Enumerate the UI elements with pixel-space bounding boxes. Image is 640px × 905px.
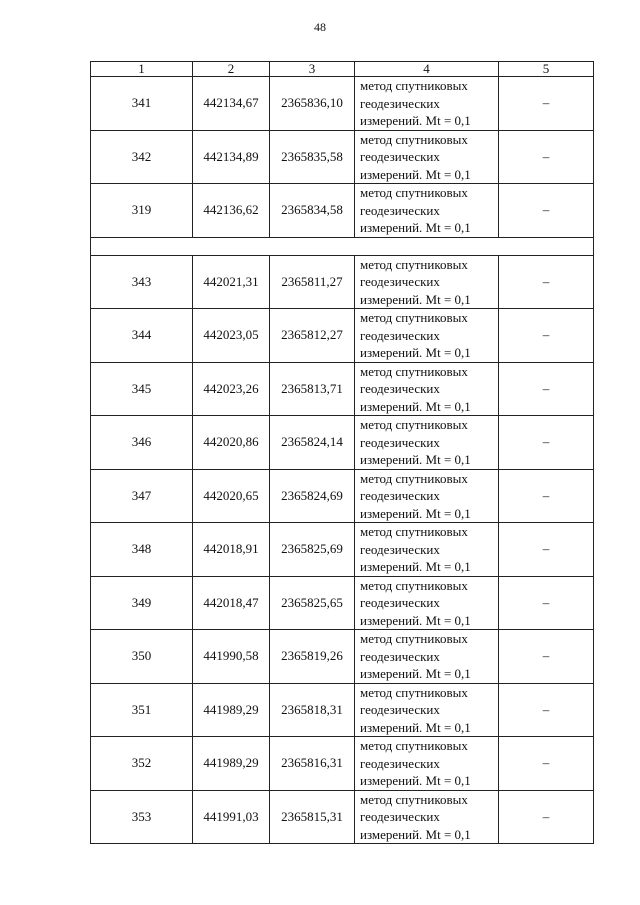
method-line: геодезических (360, 541, 440, 557)
method-line: геодезических (360, 149, 440, 164)
method-line: метод спутниковых (360, 470, 468, 486)
method-cell (355, 130, 499, 184)
y-coordinate-cell: 2365815,31 (270, 790, 355, 844)
method-line: измерений. Mt = 0,1 (360, 220, 471, 235)
y-coordinate-cell: 2365824,69 (270, 469, 355, 523)
method-line: геодезических (360, 95, 440, 111)
y-coordinate-cell: 2365812,27 (270, 309, 355, 363)
point-number-cell: 347 (91, 469, 193, 523)
method-line: измерений. Mt = 0,1 (360, 398, 471, 414)
x-coordinate-cell: 442018,91 (193, 523, 270, 577)
method-cell (355, 790, 499, 844)
method-line: геодезических (360, 327, 440, 343)
point-number-cell: 351 (91, 683, 193, 737)
table-row (91, 130, 594, 184)
table-row (91, 416, 594, 470)
method-line: геодезических (360, 702, 440, 717)
column-header: 4 (355, 62, 499, 77)
method-cell (355, 362, 499, 416)
method-line: метод спутниковых (360, 524, 468, 539)
method-line: измерений. Mt = 0,1 (360, 666, 471, 681)
table-row (91, 77, 594, 131)
coordinates-table-body (91, 62, 594, 844)
note-cell: – (499, 469, 594, 523)
note-cell: – (499, 683, 594, 737)
x-coordinate-cell: 442136,62 (193, 184, 270, 238)
x-coordinate-cell: 441990,58 (193, 630, 270, 684)
method-cell (355, 630, 499, 684)
x-coordinate-cell: 442021,31 (193, 255, 270, 309)
point-number-cell: 353 (91, 790, 193, 844)
method-line: геодезических (360, 595, 440, 610)
table-row (91, 737, 594, 791)
method-cell (355, 77, 499, 131)
note-cell: – (499, 130, 594, 184)
note-cell: – (499, 362, 594, 416)
y-coordinate-cell: 2365824,14 (270, 416, 355, 470)
table-row (91, 362, 594, 416)
y-coordinate-cell: 2365818,31 (270, 683, 355, 737)
y-coordinate-cell: 2365813,71 (270, 362, 355, 416)
note-cell: – (499, 416, 594, 470)
method-cell (355, 469, 499, 523)
x-coordinate-cell: 442018,47 (193, 576, 270, 630)
method-line: измерений. Mt = 0,1 (360, 719, 471, 735)
point-number-cell: 352 (91, 737, 193, 791)
x-coordinate-cell: 441991,03 (193, 790, 270, 844)
method-line: метод спутниковых (360, 363, 468, 379)
y-coordinate-cell: 2365835,58 (270, 130, 355, 184)
note-cell: – (499, 790, 594, 844)
point-number-cell: 344 (91, 309, 193, 363)
point-number-cell: 343 (91, 255, 193, 309)
method-line: метод спутниковых (360, 78, 468, 93)
method-cell (355, 737, 499, 791)
method-line: измерений. Mt = 0,1 (360, 452, 471, 467)
coordinates-table (90, 61, 594, 844)
column-header: 2 (193, 62, 270, 77)
x-coordinate-cell: 442020,65 (193, 469, 270, 523)
point-number-cell: 350 (91, 630, 193, 684)
method-cell (355, 309, 499, 363)
x-coordinate-cell: 442134,89 (193, 130, 270, 184)
method-line: геодезических (360, 809, 440, 824)
table-row (91, 576, 594, 630)
method-line: геодезических (360, 202, 440, 218)
method-line: метод спутниковых (360, 131, 468, 147)
method-cell (355, 416, 499, 470)
separator-row (91, 237, 594, 255)
column-header: 1 (91, 62, 193, 77)
method-line: измерений. Mt = 0,1 (360, 113, 471, 128)
y-coordinate-cell: 2365816,31 (270, 737, 355, 791)
note-cell: – (499, 184, 594, 238)
method-line: геодезических (360, 488, 440, 503)
table-row (91, 184, 594, 238)
method-line: метод спутниковых (360, 684, 468, 700)
method-line: метод спутниковых (360, 417, 468, 432)
note-cell: – (499, 737, 594, 791)
page-number: 48 (314, 20, 326, 34)
point-number-cell: 319 (91, 184, 193, 238)
x-coordinate-cell: 442023,26 (193, 362, 270, 416)
y-coordinate-cell: 2365819,26 (270, 630, 355, 684)
method-line: измерений. Mt = 0,1 (360, 345, 471, 360)
method-cell (355, 184, 499, 238)
method-line: метод спутниковых (360, 738, 468, 753)
y-coordinate-cell: 2365825,69 (270, 523, 355, 577)
method-cell (355, 683, 499, 737)
note-cell: – (499, 255, 594, 309)
method-line: геодезических (360, 755, 440, 771)
method-line: метод спутниковых (360, 256, 468, 272)
method-line: метод спутниковых (360, 631, 468, 646)
note-cell: – (499, 630, 594, 684)
x-coordinate-cell: 441989,29 (193, 737, 270, 791)
method-line: геодезических (360, 434, 440, 450)
point-number-cell: 341 (91, 77, 193, 131)
method-line: измерений. Mt = 0,1 (360, 559, 471, 574)
table-row (91, 469, 594, 523)
y-coordinate-cell: 2365834,58 (270, 184, 355, 238)
y-coordinate-cell: 2365836,10 (270, 77, 355, 131)
column-header: 5 (499, 62, 594, 77)
method-line: измерений. Mt = 0,1 (360, 291, 471, 307)
method-line: измерений. Mt = 0,1 (360, 505, 471, 521)
method-line: геодезических (360, 381, 440, 396)
note-cell: – (499, 576, 594, 630)
table-row (91, 683, 594, 737)
method-line: метод спутниковых (360, 791, 468, 807)
note-cell: – (499, 309, 594, 363)
method-line: метод спутниковых (360, 185, 468, 200)
point-number-cell: 349 (91, 576, 193, 630)
method-cell (355, 255, 499, 309)
point-number-cell: 346 (91, 416, 193, 470)
separator-cell (91, 237, 594, 255)
table-row (91, 255, 594, 309)
note-cell: – (499, 523, 594, 577)
x-coordinate-cell: 442023,05 (193, 309, 270, 363)
method-line: измерений. Mt = 0,1 (360, 773, 471, 788)
method-line: измерений. Mt = 0,1 (360, 166, 471, 182)
note-cell: – (499, 77, 594, 131)
table-header-row (91, 62, 594, 77)
x-coordinate-cell: 442020,86 (193, 416, 270, 470)
method-cell (355, 576, 499, 630)
method-line: измерений. Mt = 0,1 (360, 612, 471, 628)
table-row (91, 630, 594, 684)
x-coordinate-cell: 441989,29 (193, 683, 270, 737)
method-line: геодезических (360, 274, 440, 289)
y-coordinate-cell: 2365811,27 (270, 255, 355, 309)
column-header: 3 (270, 62, 355, 77)
y-coordinate-cell: 2365825,65 (270, 576, 355, 630)
table-row (91, 790, 594, 844)
method-line: измерений. Mt = 0,1 (360, 826, 471, 842)
method-line: метод спутниковых (360, 310, 468, 325)
point-number-cell: 342 (91, 130, 193, 184)
method-line: метод спутниковых (360, 577, 468, 593)
point-number-cell: 345 (91, 362, 193, 416)
point-number-cell: 348 (91, 523, 193, 577)
table-row (91, 523, 594, 577)
table-row (91, 309, 594, 363)
method-line: геодезических (360, 648, 440, 664)
method-cell (355, 523, 499, 577)
x-coordinate-cell: 442134,67 (193, 77, 270, 131)
